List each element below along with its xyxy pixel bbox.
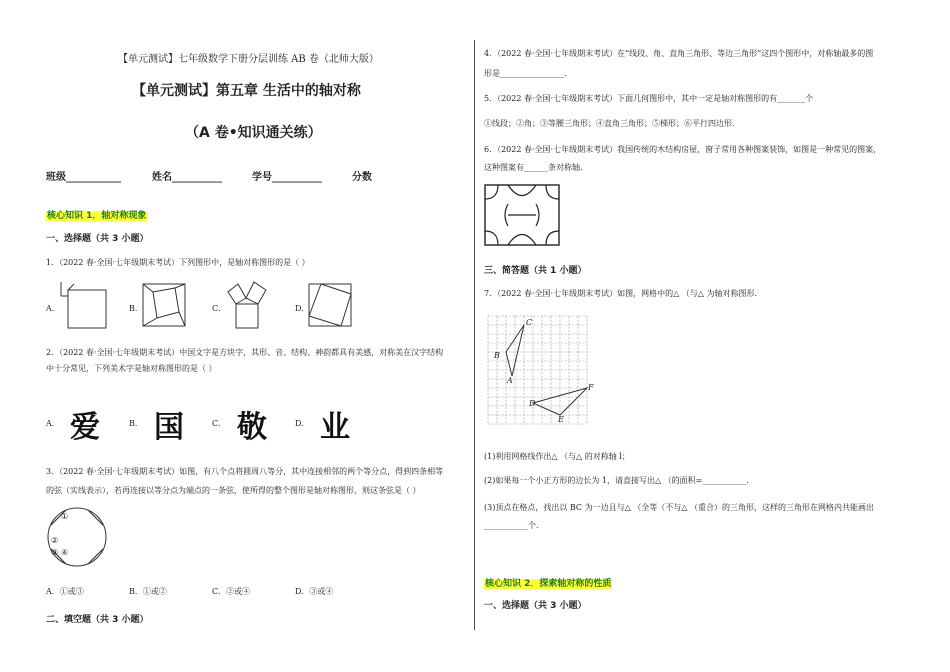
field-class: 班级___________ (46, 172, 121, 183)
question-5-line1: 5．（2022 春·全国·七年级期末考试）下面几何图形中，其中一定是轴对称图形的有_______个 (484, 94, 814, 103)
q3-option-b: B．①或② (129, 587, 167, 596)
question-2-line1: 2．（2022 春·全国·七年级期末考试）中国文字是方块字，其形、音、结构、神韵都具有美感，对称美在汉字结构 (46, 348, 444, 357)
question-3-line2: 的弦（实线表示），若再连接以等分点为端点的一条弦，使所得的整个图形是轴对称图形，则这条弦是（ ） (46, 486, 421, 495)
q7-sub-3b: ___________个. (484, 521, 539, 530)
q3-label-4: ④ (61, 548, 69, 557)
q3-label-2: ② (51, 536, 59, 545)
q3-label-3: ③ (51, 548, 59, 557)
q7-sub-3: (3)顶点在格点，找出以 BC 为一边且与△ （全等（不与△ （重合）的三角形，这样的三角形在网格内共能画出 (484, 503, 874, 512)
q1-figure-c (224, 278, 274, 330)
series-title: 【单元测试】七年级数学下册分层训练 AB 卷（北师大版） (118, 54, 379, 65)
section-choice-2: 一、选择题（共 3 小题） (484, 601, 587, 611)
q3-label-1: ① (61, 512, 69, 521)
window-pattern-figure (484, 184, 560, 246)
q3-option-a: A．①或③ (46, 587, 84, 596)
question-1: 1．（2022 春·全国·七年级期末考试）下列图形中，是轴对称图形的是（ ） (46, 258, 310, 267)
column-divider (474, 40, 475, 630)
q1-option-a-label: A． (46, 304, 60, 313)
knowledge-heading-2: 核心知识 2．探索轴对称的性质 (485, 579, 612, 589)
field-name: 姓名__________ (152, 172, 222, 183)
q1-option-c-label: C． (212, 304, 227, 313)
question-4-line2: 形是________________. (484, 69, 567, 78)
point-d: D (529, 399, 536, 408)
question-7: 7．（2022 春·全国·七年级期末考试）如图，网格中的△ （与△ 为轴对称图形. (484, 289, 758, 298)
point-f: F (588, 383, 594, 392)
q2-char-a: 爱 (70, 410, 100, 445)
q7-grid-figure (488, 316, 590, 426)
question-3-line1: 3．（2022 春·全国·七年级期末考试）如图，有八个点将圆周八等分，其中连接相邻的两个等分点，得到四条相等 (46, 467, 444, 476)
page-subtitle: （A 卷•知识通关练） (185, 125, 322, 141)
q1-option-b-label: B． (129, 304, 143, 313)
q2-option-d-label: D． (295, 419, 310, 428)
field-number: 学号__________ (252, 172, 322, 183)
q2-option-b-label: B． (129, 419, 143, 428)
knowledge-heading-1: 核心知识 1．轴对称现象 (47, 211, 147, 221)
point-c: C (526, 318, 533, 327)
point-e: E (558, 415, 564, 424)
q2-char-c: 敬 (237, 410, 267, 445)
q3-option-c: C．②或④ (212, 587, 251, 596)
section-fill-blank: 二、填空题（共 3 小题） (46, 615, 149, 625)
q2-char-b: 国 (154, 410, 184, 445)
field-score: 分数 (352, 172, 372, 183)
q1-option-d-label: D． (295, 304, 310, 313)
point-a: A (507, 376, 513, 385)
question-2-line2: 中十分常见，下列美术字是轴对称图形的是（ ） (46, 364, 217, 373)
point-b: B (494, 351, 500, 360)
q2-char-d: 业 (320, 410, 350, 445)
q3-option-d: D．③或④ (295, 587, 334, 596)
question-5-line2: ①线段；②角；③等腰三角形；④直角三角形；⑤梯形；⑥平行四边形. (484, 119, 735, 128)
section-choice: 一、选择题（共 3 小题） (46, 234, 149, 244)
page-title: 【单元测试】第五章 生活中的轴对称 (132, 83, 361, 99)
q7-sub-1: (1)利用网格线作出△ （与△ 的对称轴 l； (484, 452, 630, 461)
q1-figure-d (307, 282, 355, 330)
q2-option-a-label: A． (46, 419, 60, 428)
question-6-line1: 6．（2022 春·全国·七年级期末考试）我国传统的木结构房屋，窗子常用各种图案装饰，如图是一种常见的图案， (484, 145, 882, 154)
q1-figure-b (141, 282, 189, 330)
question-6-line2: 这种图案有______条对称轴. (484, 163, 583, 172)
q1-figure-a (58, 282, 108, 330)
q7-sub-2: (2)如果每一个小正方形的边长为 1，请直接写出△ （的面积=___________. (484, 476, 749, 485)
question-4-line1: 4．（2022 春·全国·七年级期末考试）在“线段、角、直角三角形、等边三角形”这四个图形中，对称轴最多的图 (484, 49, 874, 58)
section-short-answer: 三、简答题（共 1 小题） (484, 266, 587, 276)
q2-option-c-label: C． (212, 419, 227, 428)
